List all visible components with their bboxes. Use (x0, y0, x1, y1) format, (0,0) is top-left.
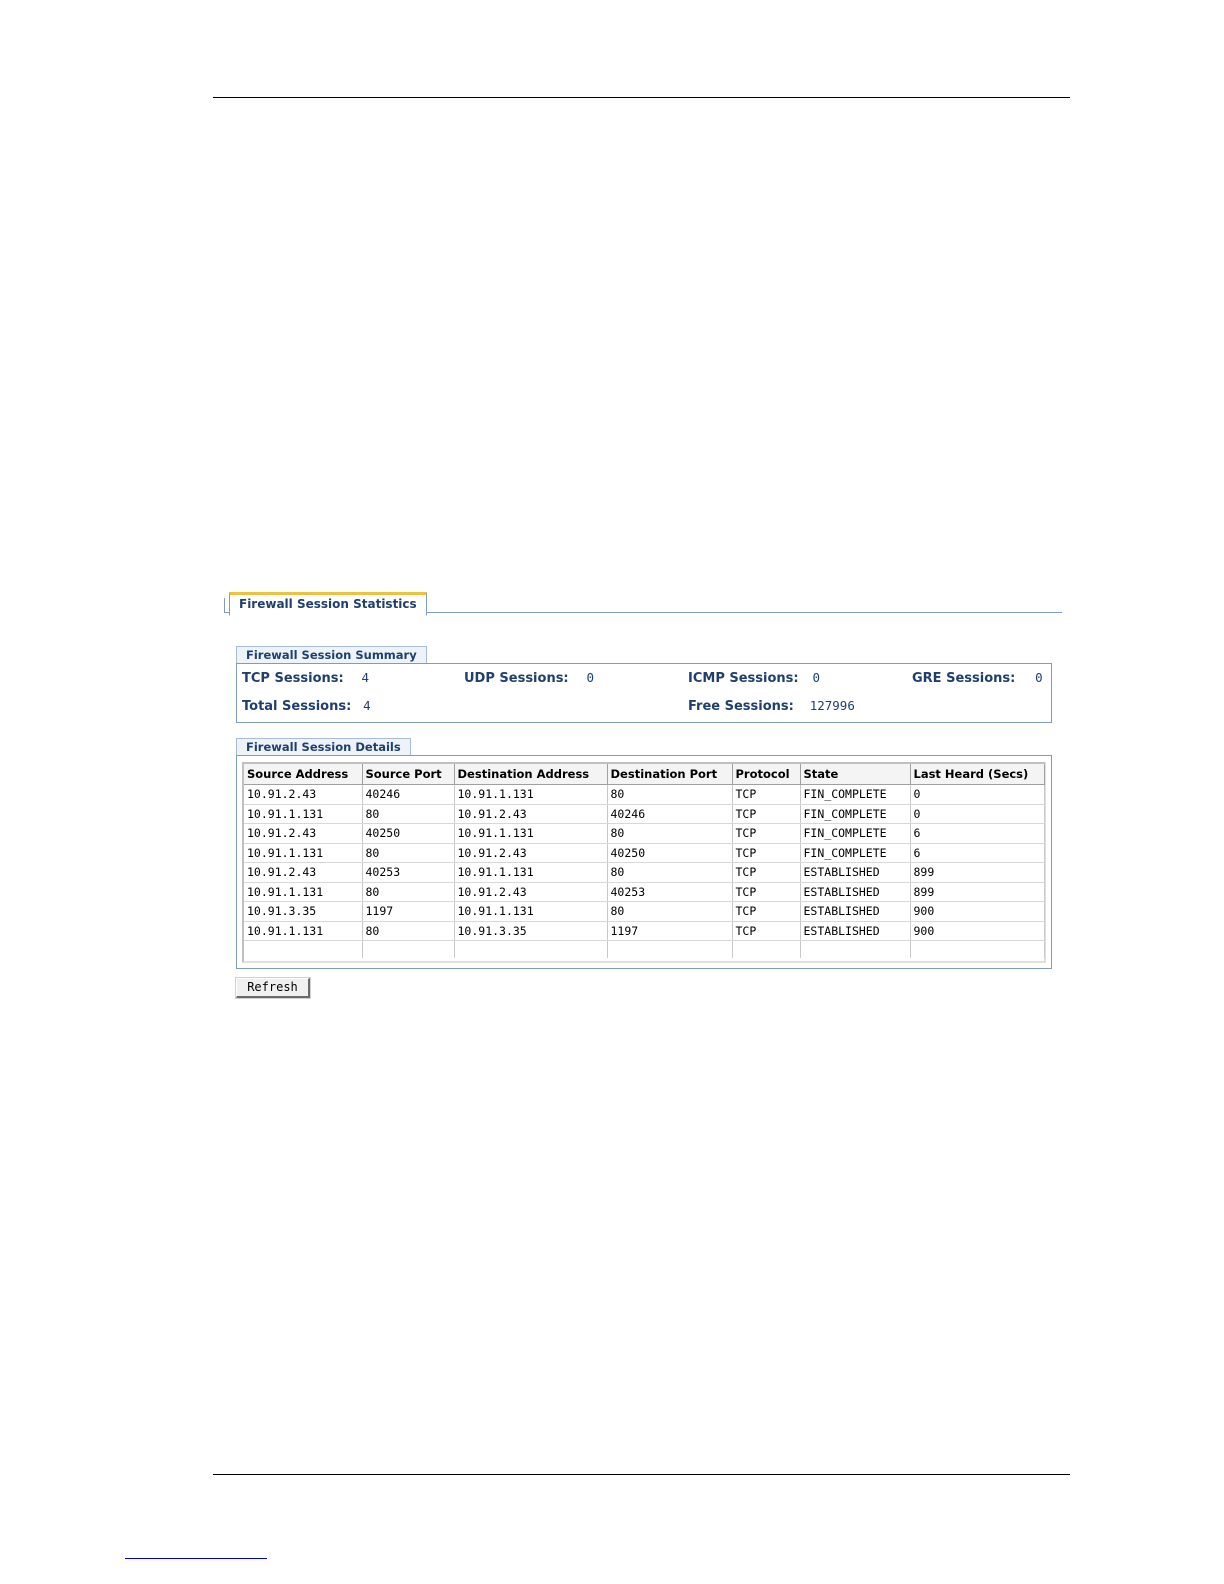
table-header-row (244, 764, 1044, 785)
table-row[interactable] (244, 785, 1044, 805)
table-row[interactable] (244, 863, 1044, 883)
empty-cell (910, 941, 1044, 959)
table-row[interactable] (244, 804, 1044, 824)
total-sessions-value: 4 (363, 698, 371, 713)
empty-cell (244, 941, 362, 959)
page-header-rule (213, 97, 1070, 98)
refresh-button[interactable]: Refresh (236, 978, 310, 998)
cell-destination-address: 10.91.1.131 (454, 902, 607, 922)
cell-last-heard: 0 (910, 785, 1044, 805)
cell-last-heard: 6 (910, 824, 1044, 844)
cell-source-port: 80 (362, 882, 454, 902)
gre-sessions-label: GRE Sessions: (912, 671, 1016, 686)
cell-last-heard: 0 (910, 804, 1044, 824)
table-row[interactable] (244, 843, 1044, 863)
tcp-sessions-value: 4 (361, 670, 370, 685)
session-details-box (236, 755, 1052, 969)
footnote-link-underline (125, 1558, 267, 1559)
cell-last-heard: 6 (910, 843, 1044, 863)
table-row[interactable] (244, 921, 1044, 941)
cell-destination-address: 10.91.2.43 (454, 882, 607, 902)
cell-source-port: 80 (362, 843, 454, 863)
cell-destination-address: 10.91.1.131 (454, 824, 607, 844)
total-sessions-stat (242, 698, 371, 714)
tab-firewall-session-statistics[interactable]: Firewall Session Statistics (229, 592, 427, 616)
cell-destination-port: 80 (607, 863, 732, 883)
cell-source-address: 10.91.2.43 (244, 785, 362, 805)
cell-last-heard: 900 (910, 902, 1044, 922)
page-footer-rule (213, 1474, 1070, 1475)
cell-protocol: TCP (732, 785, 800, 805)
cell-destination-address: 10.91.3.35 (454, 921, 607, 941)
free-sessions-label: Free Sessions: (688, 699, 794, 714)
total-sessions-label: Total Sessions: (242, 699, 352, 714)
udp-sessions-stat (464, 670, 594, 686)
cell-protocol: TCP (732, 863, 800, 883)
session-details-table (244, 764, 1045, 958)
cell-destination-port: 40253 (607, 882, 732, 902)
session-summary-box (236, 663, 1052, 723)
empty-cell (362, 941, 454, 959)
column-header-destination-address[interactable]: Destination Address (454, 764, 607, 785)
firewall-session-statistics-panel (224, 590, 1062, 1010)
icmp-sessions-stat (688, 670, 820, 686)
table-row[interactable] (244, 882, 1044, 902)
gre-sessions-stat (912, 670, 1043, 686)
udp-sessions-value: 0 (586, 670, 594, 685)
cell-source-port: 40253 (362, 863, 454, 883)
udp-sessions-label: UDP Sessions: (464, 671, 569, 686)
cell-state: ESTABLISHED (800, 902, 910, 922)
table-row[interactable] (244, 824, 1044, 844)
cell-protocol: TCP (732, 843, 800, 863)
cell-source-port: 40246 (362, 785, 454, 805)
free-sessions-stat (688, 698, 855, 714)
column-header-state[interactable]: State (800, 764, 910, 785)
cell-source-port: 80 (362, 804, 454, 824)
icmp-sessions-label: ICMP Sessions: (688, 671, 799, 686)
column-header-last-heard[interactable]: Last Heard (Secs) (910, 764, 1044, 785)
empty-cell (732, 941, 800, 959)
cell-protocol: TCP (732, 882, 800, 902)
empty-cell (607, 941, 732, 959)
cell-destination-port: 40250 (607, 843, 732, 863)
session-details-table-frame (242, 762, 1046, 963)
cell-last-heard: 899 (910, 863, 1044, 883)
gre-sessions-value: 0 (1035, 670, 1043, 685)
cell-protocol: TCP (732, 824, 800, 844)
section-title-summary: Firewall Session Summary (236, 646, 427, 664)
cell-destination-port: 40246 (607, 804, 732, 824)
cell-destination-port: 80 (607, 902, 732, 922)
cell-protocol: TCP (732, 902, 800, 922)
tcp-sessions-label: TCP Sessions: (242, 671, 344, 686)
icmp-sessions-value: 0 (812, 670, 820, 685)
tcp-sessions-stat (242, 670, 369, 686)
cell-last-heard: 899 (910, 882, 1044, 902)
cell-protocol: TCP (732, 804, 800, 824)
free-sessions-value: 127996 (809, 698, 855, 713)
cell-last-heard: 900 (910, 921, 1044, 941)
cell-destination-address: 10.91.1.131 (454, 785, 607, 805)
tab-bar-left-edge (224, 598, 225, 612)
empty-table-row (244, 941, 1044, 959)
column-header-destination-port[interactable]: Destination Port (607, 764, 732, 785)
cell-source-port: 40250 (362, 824, 454, 844)
cell-state: ESTABLISHED (800, 921, 910, 941)
table-row[interactable] (244, 902, 1044, 922)
cell-protocol: TCP (732, 921, 800, 941)
empty-cell (800, 941, 910, 959)
cell-destination-port: 1197 (607, 921, 732, 941)
cell-source-port: 80 (362, 921, 454, 941)
cell-source-address: 10.91.2.43 (244, 824, 362, 844)
cell-state: ESTABLISHED (800, 863, 910, 883)
column-header-source-port[interactable]: Source Port (362, 764, 454, 785)
cell-destination-address: 10.91.2.43 (454, 843, 607, 863)
cell-state: FIN_COMPLETE (800, 824, 910, 844)
cell-source-port: 1197 (362, 902, 454, 922)
cell-state: ESTABLISHED (800, 882, 910, 902)
cell-source-address: 10.91.1.131 (244, 843, 362, 863)
cell-state: FIN_COMPLETE (800, 843, 910, 863)
cell-source-address: 10.91.2.43 (244, 863, 362, 883)
column-header-source-address[interactable]: Source Address (244, 764, 362, 785)
cell-destination-port: 80 (607, 785, 732, 805)
cell-source-address: 10.91.1.131 (244, 804, 362, 824)
main-tab-bar (224, 590, 1062, 614)
cell-source-address: 10.91.3.35 (244, 902, 362, 922)
column-header-protocol[interactable]: Protocol (732, 764, 800, 785)
cell-source-address: 10.91.1.131 (244, 882, 362, 902)
cell-destination-port: 80 (607, 824, 732, 844)
cell-source-address: 10.91.1.131 (244, 921, 362, 941)
cell-destination-address: 10.91.1.131 (454, 863, 607, 883)
cell-state: FIN_COMPLETE (800, 804, 910, 824)
empty-cell (454, 941, 607, 959)
cell-destination-address: 10.91.2.43 (454, 804, 607, 824)
section-title-details: Firewall Session Details (236, 738, 411, 756)
cell-state: FIN_COMPLETE (800, 785, 910, 805)
